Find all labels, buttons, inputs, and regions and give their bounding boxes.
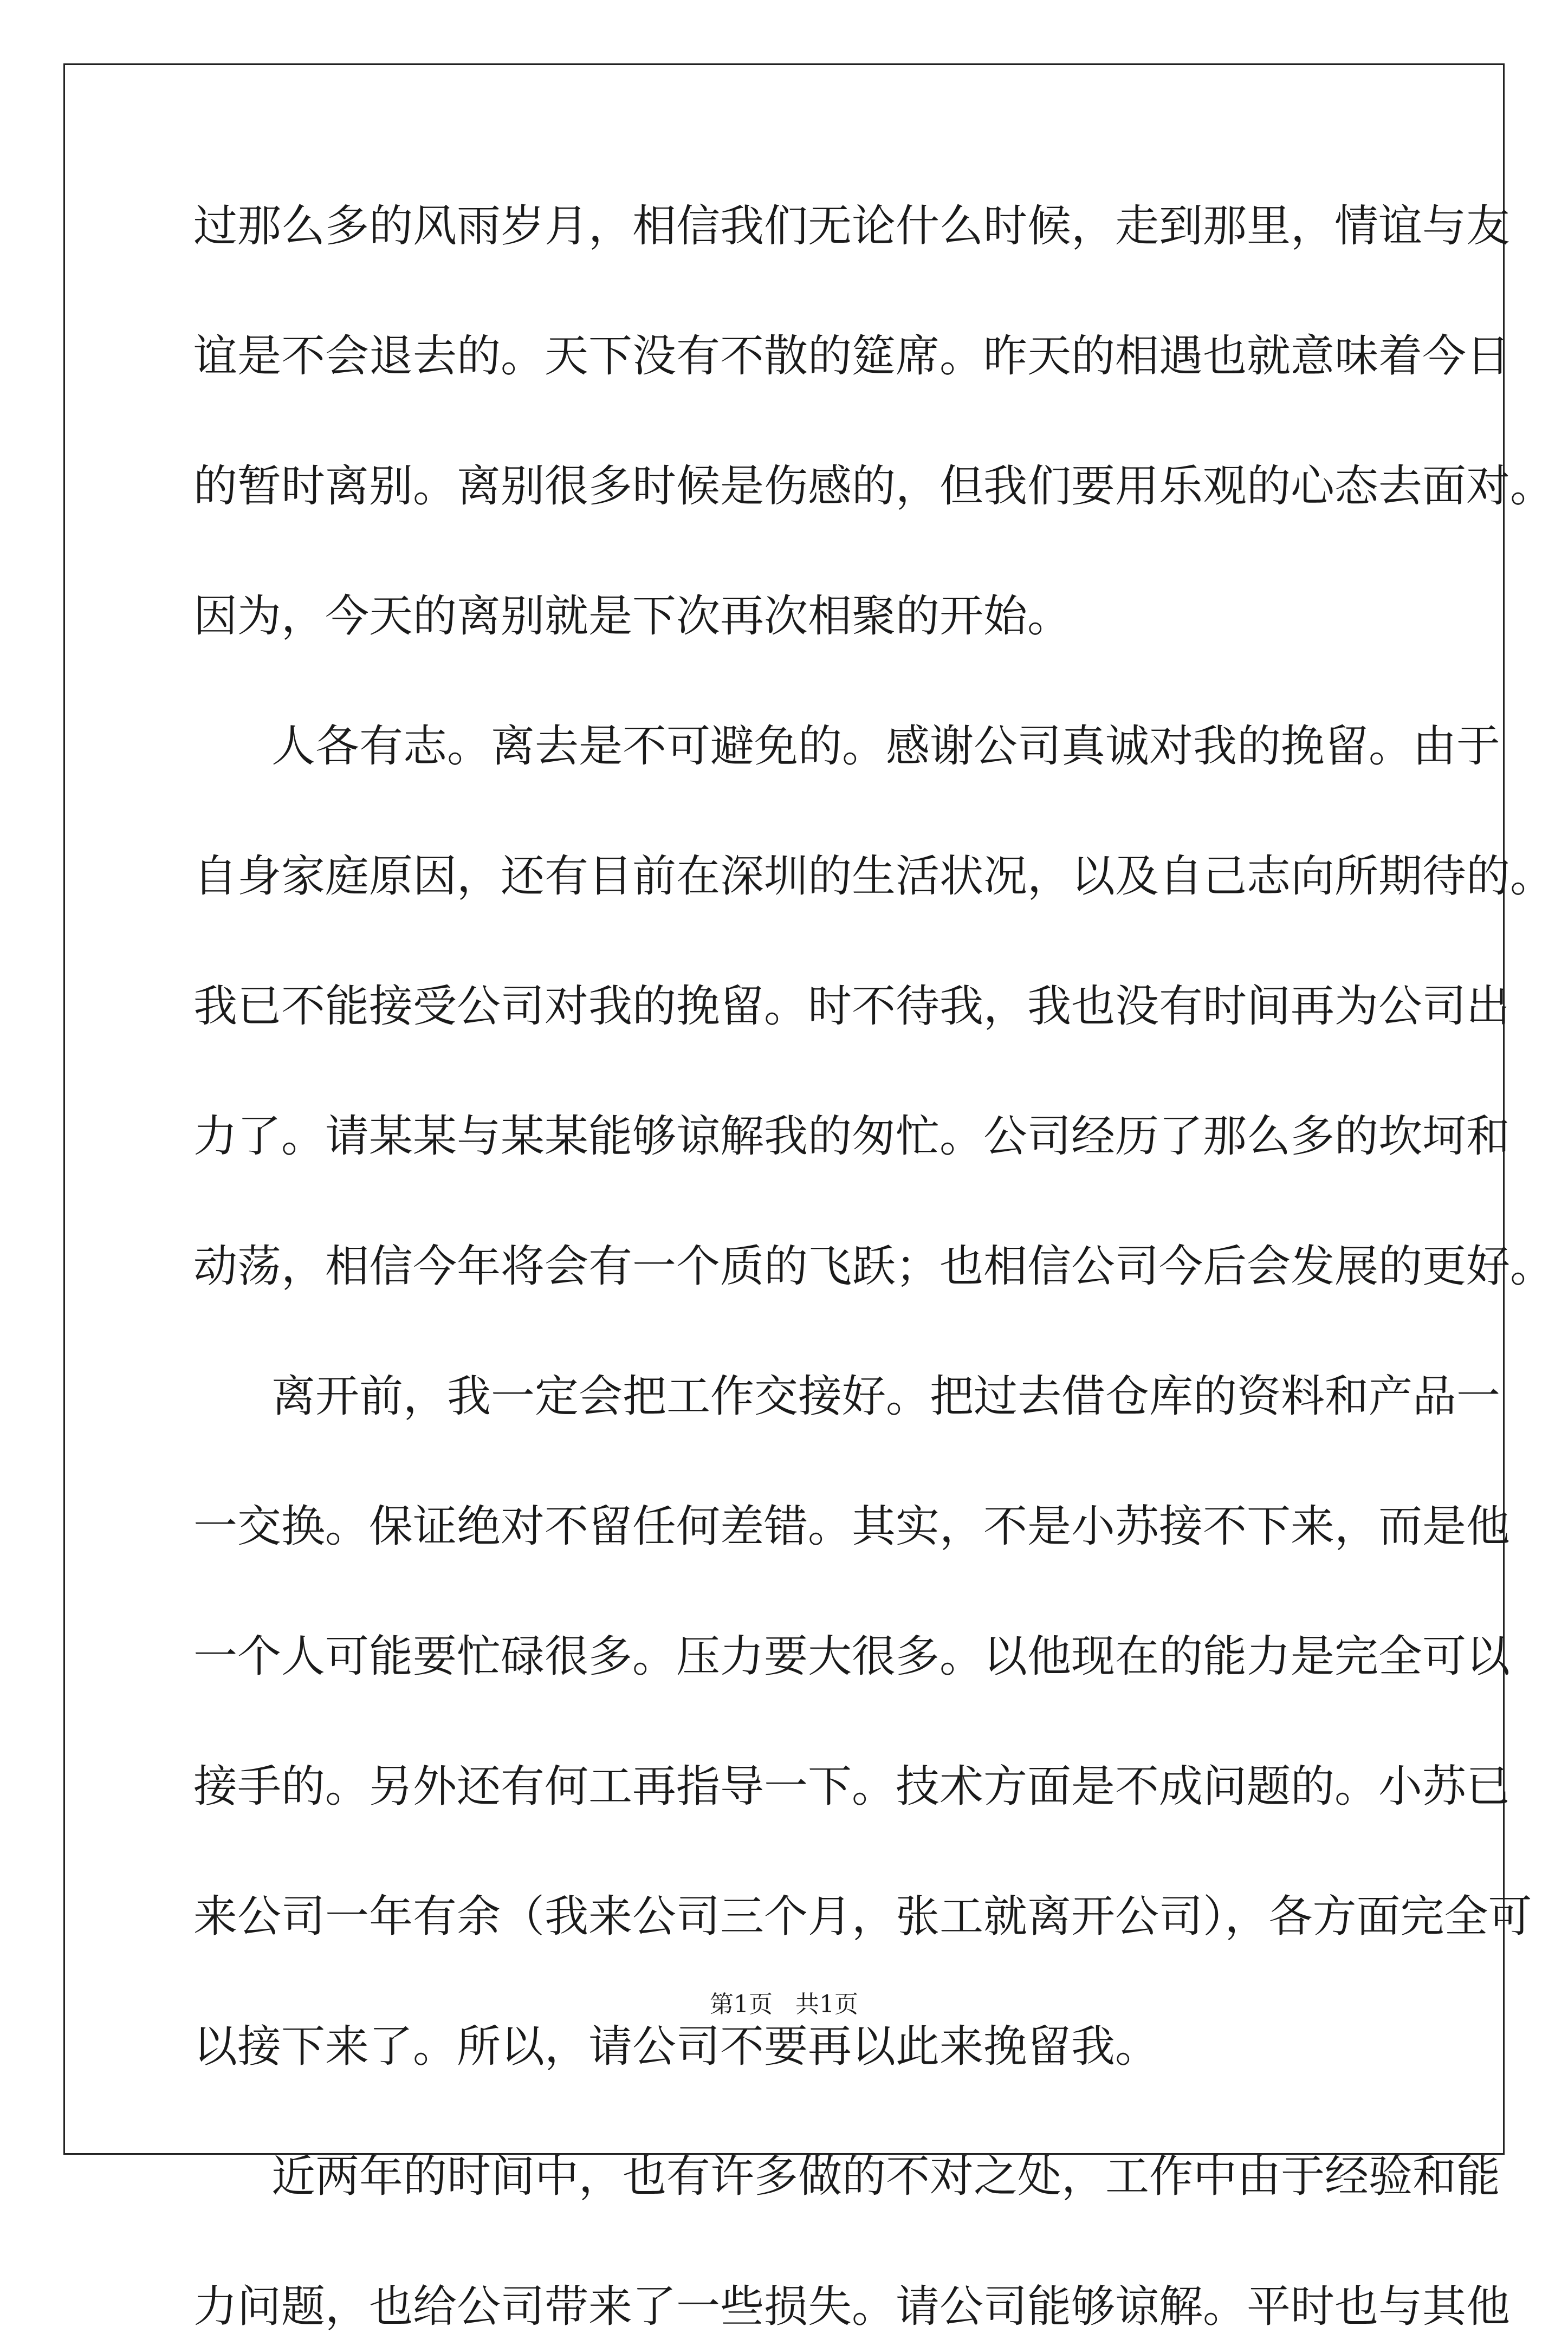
- text-line-3: 的暂时离别。离别很多时候是伤感的，但我们要用乐观的心态去面对。: [193, 461, 1554, 512]
- text-line-5: 人各有志。离去是不可避免的。感谢公司真诚对我的挽留。由于: [271, 721, 1501, 772]
- text-line-9: 动荡，相信今年将会有一个质的飞跃；也相信公司今后会发展的更好。: [193, 1241, 1554, 1292]
- text-line-10: 离开前，我一定会把工作交接好。把过去借仓库的资料和产品一: [271, 1371, 1501, 1422]
- text-line-4: 因为，今天的离别就是下次再次相聚的开始。: [193, 591, 1072, 642]
- text-line-2: 谊是不会退去的。天下没有不散的筵席。昨天的相遇也就意味着今日: [193, 331, 1511, 382]
- page-footer: 第1页 共1页: [710, 1991, 858, 2018]
- text-line-13: 接手的。另外还有何工再指导一下。技术方面是不成问题的。小苏已: [193, 1761, 1511, 1812]
- text-line-17: 力问题，也给公司带来了一些损失。请公司能够谅解。平时也与其他: [193, 2282, 1511, 2332]
- text-line-12: 一个人可能要忙碌很多。压力要大很多。以他现在的能力是完全可以: [193, 1631, 1511, 1682]
- text-line-16: 近两年的时间中，也有许多做的不对之处，工作中由于经验和能: [271, 2151, 1501, 2202]
- text-line-11: 一交换。保证绝对不留任何差错。其实，不是小苏接不下来，而是他: [193, 1501, 1511, 1552]
- text-line-7: 我已不能接受公司对我的挽留。时不待我，我也没有时间再为公司出: [193, 981, 1511, 1032]
- text-line-14: 来公司一年有余（我来公司三个月，张工就离开公司），各方面完全可: [193, 1891, 1532, 1942]
- text-line-8: 力了。请某某与某某能够谅解我的匆忙。公司经历了那么多的坎坷和: [193, 1111, 1511, 1162]
- text-line-6: 自身家庭原因，还有目前在深圳的生活状况，以及自己志向所期待的。: [193, 851, 1554, 902]
- text-line-1: 过那么多的风雨岁月，相信我们无论什么时候，走到那里，情谊与友: [193, 201, 1511, 252]
- text-line-15: 以接下来了。所以，请公司不要再以此来挽留我。: [193, 2021, 1159, 2072]
